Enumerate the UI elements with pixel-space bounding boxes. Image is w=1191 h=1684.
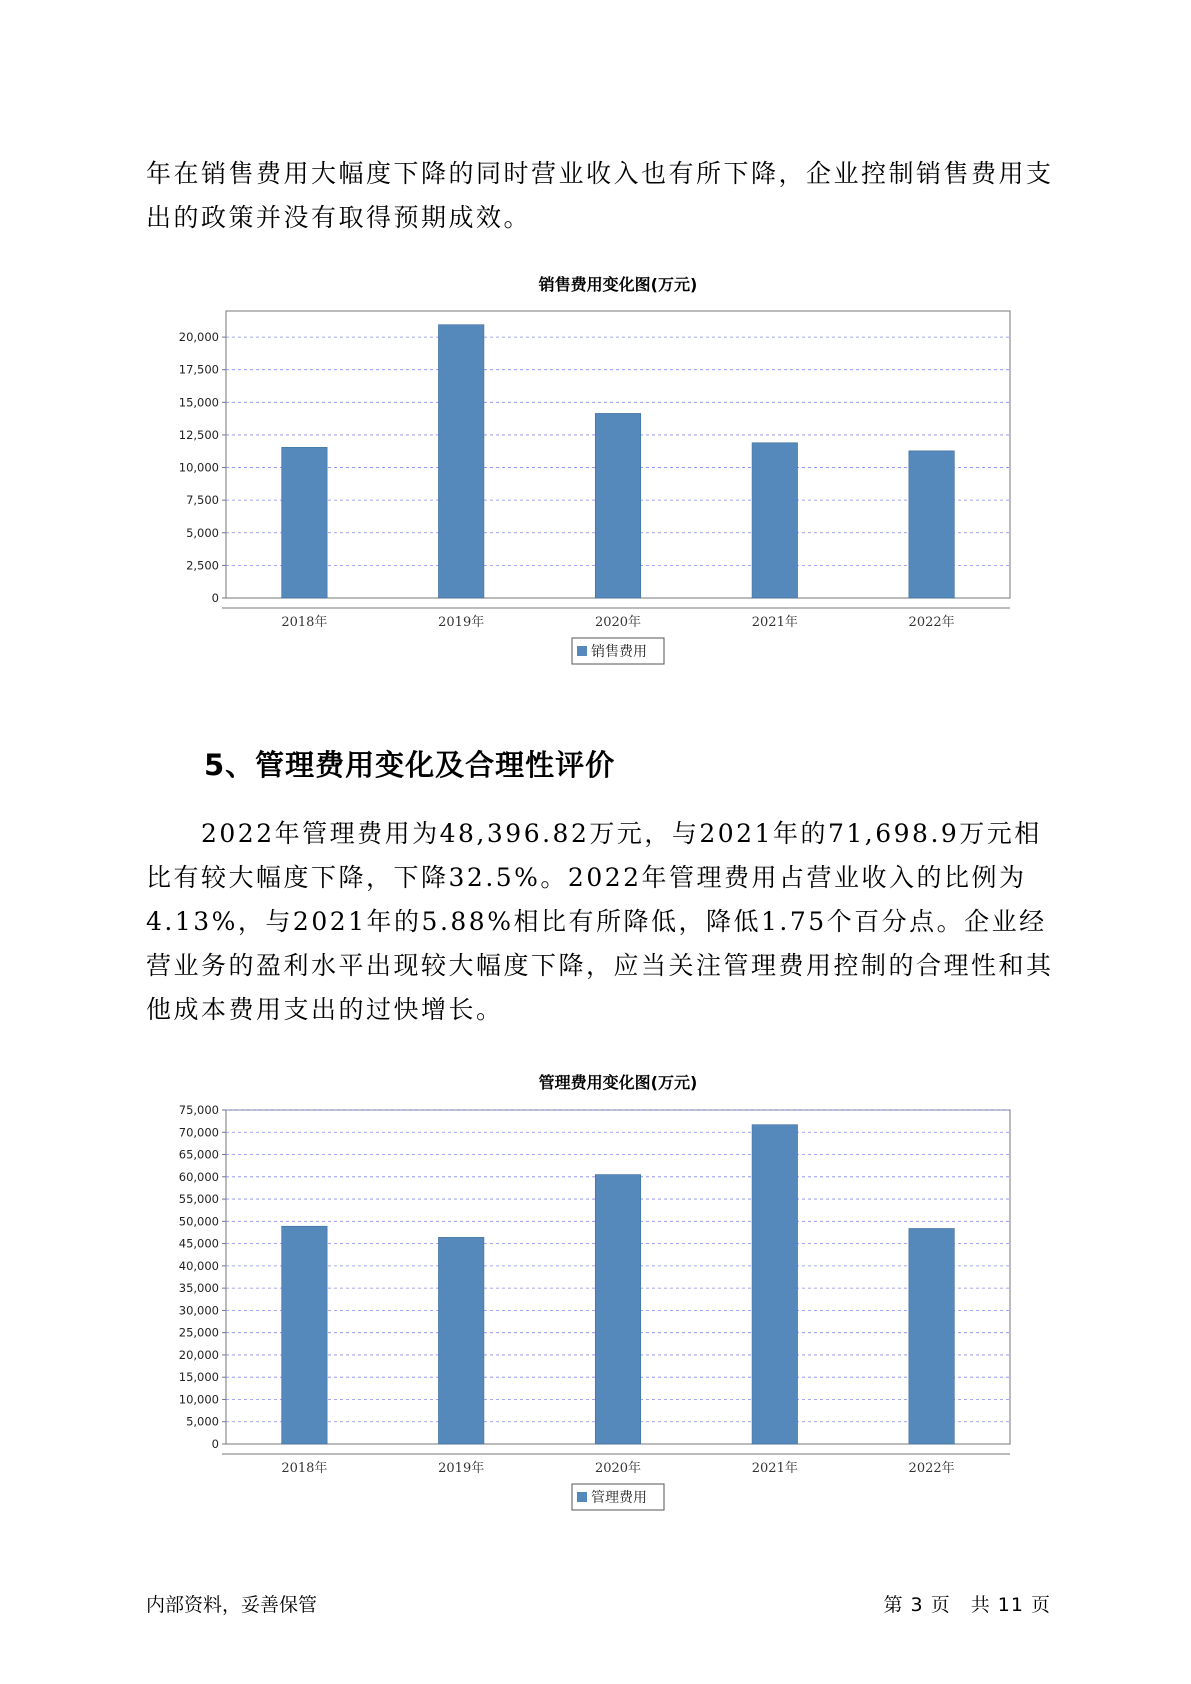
y-tick-label: 17,500 [178,362,219,377]
bar [438,1237,483,1444]
section-heading: 5、管理费用变化及合理性评价 [204,748,616,782]
confidential-note: 内部资料，妥善保管 [146,1594,318,1616]
page-total: 11 [997,1594,1024,1616]
bar [752,1125,797,1444]
y-tick-label: 15,000 [178,395,219,410]
bar [595,1175,640,1444]
admin-expense-paragraph: 2022年管理费用为48,396.82万元，与2021年的71,698.9万元相比有较大幅度下降，下降32.5%。2022年管理费用占营业收入的比例为4.13%，与2021年的5.88%相比有所降低，降低1.75个百分点。企业经营业务的盈利水平出现较大幅度下降，应当关注管理费用控制的合理性和其他成本费用支出的过快增长。 [146,819,1054,1024]
x-tick-label: 2020年 [594,1461,642,1476]
y-tick-label: 12,500 [178,427,219,442]
bar [752,443,797,598]
bar [282,1226,327,1444]
x-tick-label: 2019年 [438,615,485,630]
legend-label: 管理费用 [591,1490,647,1506]
x-tick-label: 2020年 [594,615,642,630]
y-tick-label: 5,000 [186,1414,219,1429]
y-tick-label: 50,000 [178,1214,219,1229]
bar [438,325,483,598]
x-tick-label: 2021年 [751,1461,798,1476]
chart-title: 销售费用变化图(万元) [538,275,698,294]
y-tick-label: 5,000 [186,525,219,540]
y-tick-label: 7,500 [186,493,219,508]
legend-swatch [577,1492,587,1502]
sales-expense-chart-svg [146,268,1026,718]
bar [595,413,640,598]
x-tick-label: 2018年 [281,1461,328,1476]
bar [909,451,954,598]
y-tick-label: 65,000 [178,1147,219,1162]
chart-title: 管理费用变化图(万元) [538,1073,698,1092]
admin-expense-chart-svg [146,1060,1026,1520]
bar [282,447,327,598]
page-prefix: 第 [883,1594,904,1616]
y-tick-label: 35,000 [178,1281,219,1296]
y-tick-label: 2,500 [186,558,219,573]
sales-expense-chart [146,268,1026,718]
y-tick-label: 25,000 [178,1325,219,1340]
y-tick-label: 20,000 [178,1347,219,1362]
bar [909,1228,954,1444]
y-tick-label: 60,000 [178,1169,219,1184]
y-tick-label: 45,000 [178,1236,219,1251]
y-tick-label: 10,000 [178,460,219,475]
page-mid: 页 共 [930,1594,991,1616]
legend-swatch [577,646,587,656]
x-tick-label: 2022年 [908,615,955,630]
y-tick-label: 15,000 [178,1370,219,1385]
y-tick-label: 30,000 [178,1303,219,1318]
page-current: 3 [910,1594,924,1616]
admin-expense-chart [146,1060,1026,1520]
y-tick-label: 0 [211,591,219,605]
page-number [883,1590,1051,1617]
y-tick-label: 40,000 [178,1258,219,1273]
y-tick-label: 0 [211,1437,219,1451]
x-tick-label: 2021年 [751,615,798,630]
y-tick-label: 10,000 [178,1392,219,1407]
y-tick-label: 55,000 [178,1192,219,1207]
intro-paragraph: 年在销售费用大幅度下降的同时营业收入也有所下降，企业控制销售费用支出的政策并没有取得预期成效。 [146,159,1054,232]
x-tick-label: 2018年 [281,615,328,630]
legend-label: 销售费用 [591,644,647,660]
x-tick-label: 2022年 [908,1461,955,1476]
page-suffix: 页 [1030,1594,1051,1616]
x-tick-label: 2019年 [438,1461,485,1476]
y-tick-label: 75,000 [178,1103,219,1117]
y-tick-label: 70,000 [178,1125,219,1140]
y-tick-label: 20,000 [178,330,219,345]
